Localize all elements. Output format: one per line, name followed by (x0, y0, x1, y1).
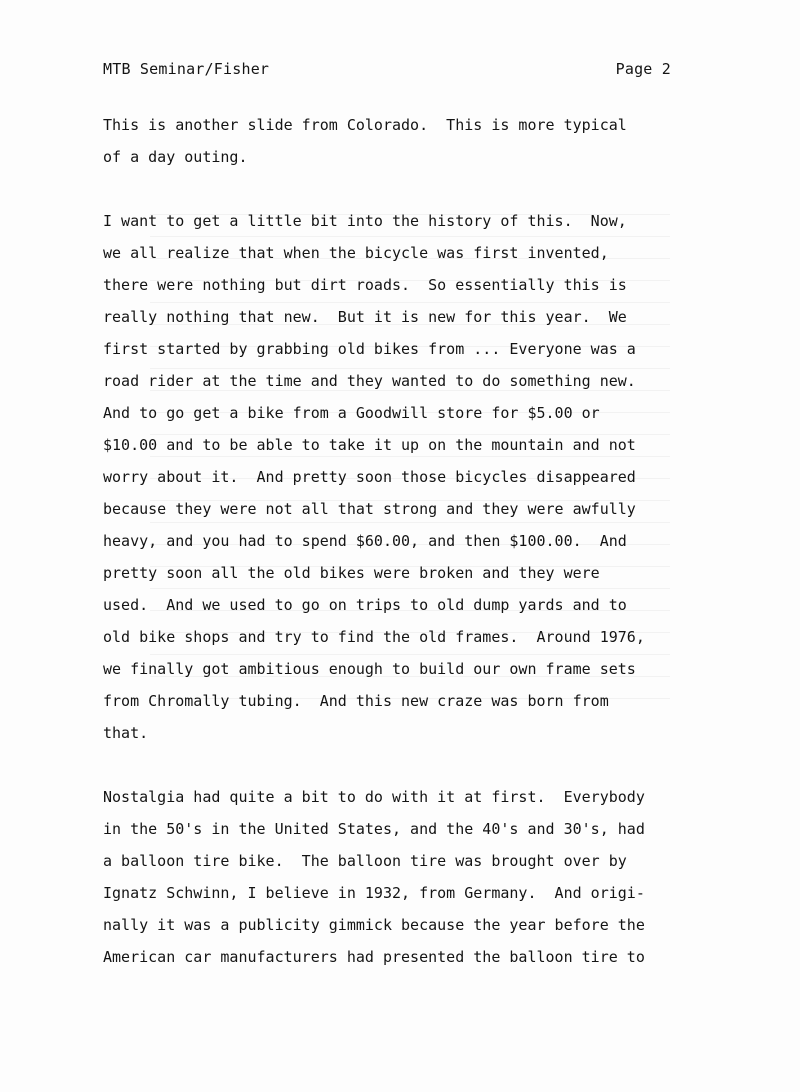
text-line: we all realize that when the bicycle was first invented, (103, 244, 609, 262)
text-line: This is another slide from Colorado. This is more typical (103, 116, 627, 134)
paragraph (103, 205, 703, 749)
text-line: in the 50's in the United States, and the 40's and 30's, had (103, 820, 645, 838)
text-line: that. (103, 724, 149, 742)
text-line: pretty soon all the old bikes were broken and they were (103, 564, 600, 582)
text-line: Nostalgia had quite a bit to do with it at first. Everybody (103, 788, 645, 806)
text-line: nally it was a publicity gimmick because the year before the (103, 916, 645, 934)
paragraph (103, 109, 703, 173)
text-line: a balloon tire bike. The balloon tire was brought over by (103, 852, 627, 870)
text-line: used. And we used to go on trips to old dump yards and to (103, 596, 627, 614)
text-line: old bike shops and try to find the old frames. Around 1976, (103, 628, 645, 646)
text-line: American car manufacturers had presented the balloon tire to (103, 948, 645, 966)
text-line: $10.00 and to be able to take it up on the mountain and not (103, 436, 636, 454)
text-line: really nothing that new. But it is new for this year. We (103, 308, 627, 326)
text-line: there were nothing but dirt roads. So essentially this is (103, 276, 627, 294)
body-text (103, 109, 703, 1005)
header-title: MTB Seminar/Fisher (103, 60, 270, 78)
text-line: from Chromally tubing. And this new craze was born from (103, 692, 609, 710)
paragraph (103, 781, 703, 973)
page-header (103, 60, 671, 78)
text-line: I want to get a little bit into the history of this. Now, (103, 212, 627, 230)
text-line: of a day outing. (103, 148, 248, 166)
text-line: road rider at the time and they wanted to do something new. (103, 372, 636, 390)
text-line: heavy, and you had to spend $60.00, and then $100.00. And (103, 532, 627, 550)
text-line: first started by grabbing old bikes from ... Everyone was a (103, 340, 636, 358)
page-number: Page 2 (615, 60, 671, 78)
text-line: because they were not all that strong and they were awfully (103, 500, 636, 518)
text-line: worry about it. And pretty soon those bicycles disappeared (103, 468, 636, 486)
text-line: we finally got ambitious enough to build our own frame sets (103, 660, 636, 678)
text-line: And to go get a bike from a Goodwill store for $5.00 or (103, 404, 600, 422)
text-line: Ignatz Schwinn, I believe in 1932, from Germany. And origi- (103, 884, 645, 902)
